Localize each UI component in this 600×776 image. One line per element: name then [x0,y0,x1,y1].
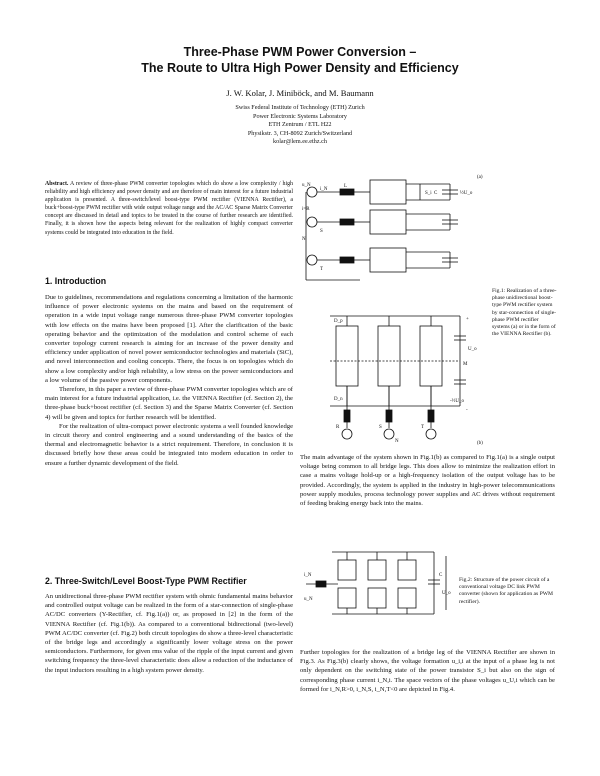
abstract-text: A review of three-phase PWM converter topologies which do show a low complexity / high reliability and high efficiency and power density and are therefore of main interest for a future industrial application is presented. A three-switch/level boost-type PWM rectifier (VIENNA Rectifier), a buck+boost-type PWM rectifier with wide output voltage range and the AC/AC Sparse Matrix Converter concept are discussed in detail and topics to be treated in the course of further research are identified. Finally, it is shown how the aspects being relevant for the realization of highly compact converter systems could be integrated into education in the field. [45,181,293,236]
email[interactable]: kolar@lem.ee.ethz.ch [273,138,327,146]
affiliation-line: ETH Zentrum / ETL H22 [268,121,332,129]
fig2-uo-label: U_o [442,591,451,596]
authors: J. W. Kolar, J. Miniböck, and M. Baumann [226,88,374,98]
paragraph: For the realization of ultra-compact power electronic systems a well founded knowledge in circuit theory and control engineering and a sound understanding of the basics of the thermal and electromagnetic behavior is a strict requirement. Therefore, in conclusion it is discussed briefly how these areas could be integrated into modern education in order to ensure a further dynamic development of the field. [45,422,293,467]
affiliation [0,104,600,147]
fig1a-label: (a) [477,175,483,180]
paragraph: An unidirectional three-phase PWM rectifier system with ohmic fundamental mains behavior and controlled output voltage can be realized in the form of a star-connection of single-phase AC/DC converters (Y-Rectifier, cf. Fig.1(a)) or, as proposed in [2] in the form of the VIENNA Rectifier (cf. Fig.1(b)). As compared to a conventional bidirectional (two-level) PWM AC/DC converter (cf. Fig.2) both circuit topologies do show a three-level characteristic of the bridge legs and accordingly a significantly lower voltage stress on the power semiconductors. Furthermore, for given rms value of the ripple of the input current and given switching frequency the three-level characteristic does allow a reduction of the inductance of the input inductors resulting in a high system power density. [45,593,293,674]
fig1-uo-label: U_o [468,347,477,352]
fig1b-s-label: S [379,425,382,430]
fig2-iN-label: i_N [304,573,312,578]
fig1a-phase-s [307,210,458,234]
section-heading-boost-rectifier: 2. Three-Switch/Level Boost-Type PWM Rectifier [45,576,247,586]
fig1-dp-label: D_p [334,319,343,324]
fig1-n-label: N [302,237,306,242]
fig1b-vienna-rectifier [330,316,466,439]
right-column-body [300,453,555,508]
paper-title [0,44,600,76]
fig1b-label: (b) [477,441,483,446]
fig1-c-label: C [434,191,438,196]
fig1-neg-half-uo-label: -½U_o [450,399,465,404]
fig1b-r-label: R [336,425,340,430]
fig1-minus-label: - [466,408,468,413]
title-line-2: The Route to Ultra High Power Density and Efficiency [141,61,459,75]
fig1a-phase-t [307,248,458,272]
fig1-si-label: S_i [425,191,432,196]
section-heading-introduction: 1. Introduction [45,276,107,286]
fig1-caption: Fig.1: Realization of a three-phase unidirectional boost-type PWM rectifier system by star-connection of single-phase PWM rectifier systems (a) or in the form of the VIENNA Rectifier (b). [492,288,557,338]
fig2-uN-label: u_N [304,597,313,602]
paragraph: Due to guidelines, recommendations and regulations concerning a limitation of the harmonic influence of power electronic systems on the mains and based on the requirement of operation in a wide input voltage range numerous three-phase PWM converter topologies with low effects on the mains have been proposed [1]. After the clarification of the basic operating behavior and the optimization of the modulation and control scheme of each converter topology current research is aiming for an increase of the power density and efficiency under application of novel power semiconductor technologies and materials (SiC), and novel interconnection and cooling concepts. There, the focus is on topologies which do show a low complexity and/or high reliability, a low stress on the power semiconductors and a low volume of the passive power components. [45,294,293,384]
section2-body [45,592,293,675]
fig1-s-label: S [320,229,323,234]
fig1-plus-label: + [466,317,469,322]
fig1-m-label: M [463,362,468,367]
paragraph: The main advantage of the system shown in Fig.1(b) as compared to Fig.1(a) is a single output voltage being common to all bridge legs. This does allow to minimize the realization effort in case a mains voltage hold-up or a high-frequency isolation of the output voltage has to be provided. Accordingly, the system is applied in the industry in high-power telecommunications power supply modules, process technology power supplies and AC drives without requirement of feeding braking energy back into the mains. [300,454,555,508]
fig1-circuit-diagram [300,170,490,448]
fig2-caption: Fig.2: Structure of the power circuit of a conventional voltage DC link PWM converter (shown for application as PWM rectifier). [459,577,553,605]
right-column-body-2 [300,648,555,694]
fig1b-t-label: T [421,425,425,430]
affiliation-line: Power Electronic Systems Laboratory [253,112,347,120]
paragraph: Further topologies for the realization of a bridge leg of the VIENNA Rectifier are shown in Fig.3. As Fig.3(b) clearly shows, the voltage formation u_i,i at the input of a phase leg is not only dependent on the switching state of the power transistor S_i but also on the sign of corresponding phase current i_N,i. The space vectors of the phase voltages u_U,i which can be formed for i_N,R>0, i_N,S, i_N,T<0 are depicted in Fig.4. [300,649,555,693]
affiliation-line: Physikstr. 3, CH-8092 Zurich/Switzerland [247,129,353,137]
abstract-label: Abstract. [45,181,69,187]
fig1-l-label: L [344,184,348,189]
abstract [45,180,293,237]
fig1-half-uo-label: ½U_o [460,191,473,196]
fig1-i-eq-r-label: i=R [302,207,310,212]
fig1-uN-label: u_N [302,183,311,188]
fig2-c-label: C [439,573,443,578]
affiliation-line: Swiss Federal Institute of Technology (ETH) Zurich [235,104,365,111]
fig2-circuit-diagram [302,548,452,620]
title-line-1: Three-Phase PWM Power Conversion – [183,45,417,59]
introduction-body [45,293,293,468]
fig1-t-label: T [320,267,324,272]
fig1-dn-label: D_n [334,397,343,402]
fig1-iN-label: i_N [320,187,328,192]
fig1b-n-label: N [395,439,399,444]
paragraph: Therefore, in this paper a review of three-phase PWM converter topologies which are of main interest for a future industrial application, i.e. the VIENNA Rectifier (cf. Section 2), the three-phase buck+boost rectifier (cf. Section 3) and the Sparse Matrix Converter (cf. Section 4) will be given and topics for further research will be identified. [45,386,293,421]
